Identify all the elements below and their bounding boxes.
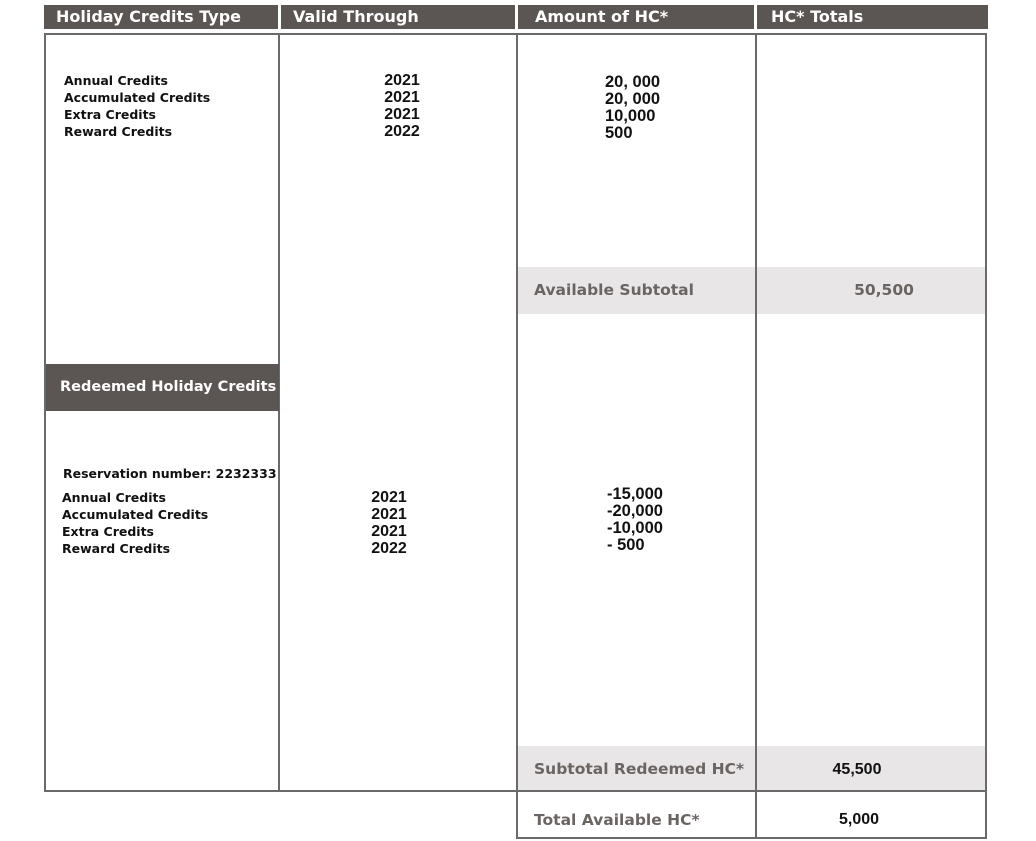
available-type-reward: Reward Credits [64, 124, 173, 139]
total-label-cell [516, 790, 757, 839]
available-year-reward: 2022 [384, 123, 420, 140]
redeemed-subtotal-label-cell [518, 746, 755, 791]
redeemed-subtotal-label: Subtotal Redeemed HC* [534, 760, 745, 778]
column-amount [516, 33, 757, 792]
column-valid-through [278, 33, 518, 792]
available-amount-extra: 10,000 [605, 107, 656, 125]
redeemed-amounts [607, 486, 727, 554]
redeemed-amount-annual: -15,000 [607, 485, 663, 503]
available-year-extra: 2021 [384, 106, 420, 123]
available-year-accumulated: 2021 [384, 89, 420, 106]
header-amount: Amount of HC* [518, 5, 754, 29]
total-value-cell [755, 790, 987, 839]
total-value: 5,000 [838, 811, 880, 828]
redeemed-year-accumulated: 2021 [371, 506, 407, 523]
available-subtotal-label: Available Subtotal [534, 281, 694, 299]
redeemed-year-annual: 2021 [371, 489, 407, 506]
redeemed-amount-extra: -10,000 [607, 519, 663, 537]
redeemed-amount-accumulated: -20,000 [607, 502, 663, 520]
total-label: Total Available HC* [534, 811, 700, 829]
redeemed-section-title: Redeemed Holiday Credits [60, 379, 277, 395]
redeemed-section-header [46, 364, 279, 411]
available-type-accumulated: Accumulated Credits [64, 90, 211, 105]
redeemed-type-extra: Extra Credits [62, 524, 154, 539]
redeemed-type-reward: Reward Credits [62, 541, 171, 556]
redeemed-years [349, 489, 429, 557]
available-subtotal-value-cell [757, 267, 985, 314]
redeemed-subtotal-value-cell [757, 746, 985, 791]
redeemed-types [62, 489, 272, 557]
available-amount-annual: 20, 000 [605, 73, 661, 91]
available-type-extra: Extra Credits [64, 107, 156, 122]
available-type-annual: Annual Credits [64, 73, 168, 88]
redeemed-year-reward: 2022 [371, 540, 407, 557]
column-totals [755, 33, 987, 792]
redeemed-amount-reward: - 500 [607, 536, 645, 554]
header-valid-through: Valid Through [281, 5, 515, 29]
redeemed-year-extra: 2021 [371, 523, 407, 540]
header-totals: HC* Totals [757, 5, 988, 29]
redeemed-type-annual: Annual Credits [62, 490, 166, 505]
header-type: Holiday Credits Type [44, 5, 278, 29]
available-amount-reward: 500 [605, 124, 633, 142]
available-years [362, 72, 442, 140]
reservation-number: Reservation number: 2232333 [63, 466, 277, 481]
column-type [44, 33, 280, 792]
redeemed-type-accumulated: Accumulated Credits [62, 507, 209, 522]
available-amounts [605, 74, 725, 142]
redeemed-subtotal-value: 45,500 [832, 761, 882, 778]
available-year-annual: 2021 [384, 72, 420, 89]
available-amount-accumulated: 20, 000 [605, 90, 661, 108]
available-types [64, 72, 274, 140]
available-subtotal-label-cell [518, 267, 755, 314]
available-subtotal-value: 50,500 [854, 281, 914, 299]
